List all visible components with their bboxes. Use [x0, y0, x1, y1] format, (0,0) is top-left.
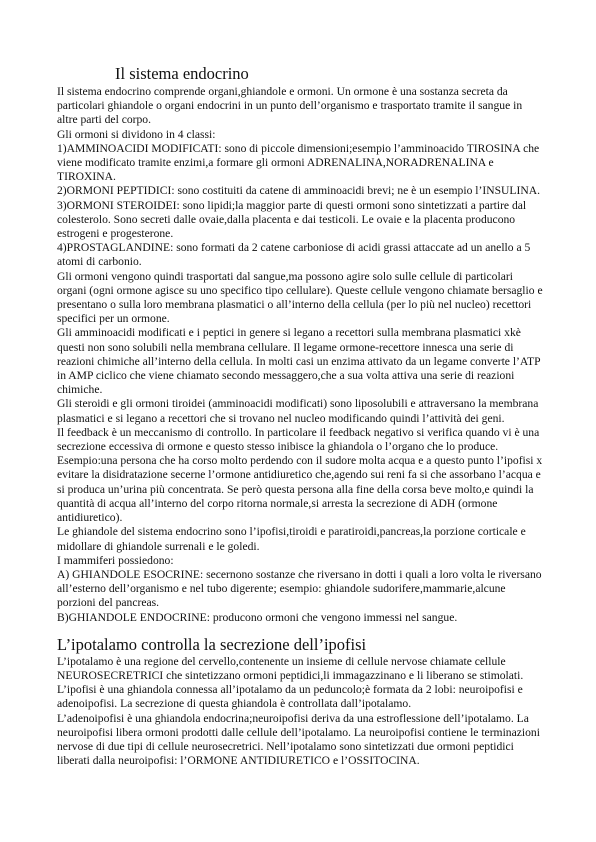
paragraph: Gli steroidi e gli ormoni tiroidei (amminoacidi modificati) sono liposolubili e attraversano la membrana plasmatici e si legano a recettori che si trovano nel nucleo modificando quindi l’attività dei geni. — [57, 397, 539, 425]
paragraph: Gli amminoacidi modificati e i peptici in genere si legano a recettori sulla membrana plasmatici xkè questi non sono solubili nella membrana cellulare. Il legame ormone-recettore innesca una serie di reazioni chimiche all’interno della cellula. In molti casi un enzima attivato da un legame converte l’ATP in AMP ciclico che viene chiamato secondo messaggero,che a sua volta attiva una serie di reazioni chimiche. — [57, 326, 541, 397]
paragraph: Il sistema endocrino comprende organi,ghiandole e ormoni. Un ormone è una sostanza secreta da particolari ghiandole o organi endocrini in un punto dell’organismo e trasportato tramite il sangue in altre parti del corpo. — [57, 85, 523, 127]
paragraph: Gli ormoni vengono quindi trasportati dal sangue,ma possono agire solo sulle cellule di particolari organi (ogni ormone agisce su uno specifico tipo cellulare). Queste cellule vengono chiamate bersaglio e presentano o sulla loro membrana plasmatici o all’interno della cellula (per lo più nel nucleo) recettori specifici per un ormone. — [57, 269, 543, 326]
paragraph: Le ghiandole del sistema endocrino sono l’ipofisi,tiroidi e paratiroidi,pancreas,la porzione corticale e midollare di ghiandole surrenali e le goledi. — [57, 525, 526, 553]
section-title-ipotalamo: L’ipotalamo controlla la secrezione dell’ipofisi — [57, 634, 367, 654]
paragraph: 4)PROSTAGLANDINE: sono formati da 2 catene carboniose di acidi grassi attaccate ad un anello a 5 atomi di carbonio. — [57, 241, 531, 269]
paragraph: 2)ORMONI PEPTIDICI: sono costituiti da catene di amminoacidi brevi; ne è un esempio l’INSULINA. — [57, 184, 540, 198]
paragraph: A) GHIANDOLE ESOCRINE: secernono sostanze che riversano in dotti i quali a loro volta le riversano all’esterno dell’organismo e nel tubo digerente; esempio: ghiandole sudorifere,mammarie,alcune porzioni del pancreas. — [57, 567, 542, 610]
paragraph: Gli ormoni si dividono in 4 classi: — [57, 127, 216, 141]
paragraph: B)GHIANDOLE ENDOCRINE: producono ormoni che vengono immessi nel sangue. — [57, 610, 458, 624]
section-title-sistema-endocrino: Il sistema endocrino — [115, 64, 249, 83]
paragraph: L’adenoipofisi è una ghiandola endocrina;neuroipofisi deriva da una estroflessione dell’ipotalamo. La neuroipofisi libera ormoni prodotti dalle cellule dell’ipotalamo. La neuroipofisi contiene le terminazioni nervose di due tipi di cellule neurosecretrici. Nell’ipotalamo sono sintetizzati due ormoni peptidici liberati dalla neuroipofisi: l’ORMONE ANTIDIURETICO e l’OSSITOCINA. — [57, 711, 540, 768]
document-page — [57, 64, 543, 768]
paragraph: 1)AMMINOACIDI MODIFICATI: sono di piccole dimensioni;esempio l’amminoacido TIROSINA che viene modificato tramite enzimi,a formare gli ormoni ADRENALINA,NORADRENALINA e TIROXINA. — [57, 141, 540, 184]
paragraph: 3)ORMONI STEROIDEI: sono lipidi;la maggior parte di questi ormoni sono sintetizzati a partire dal colesterolo. Sono secreti dalle ovaie,dalla placenta e dai testicoli. Le ovaie e la placenta producono estrogeni e progesterone. — [57, 198, 527, 241]
paragraph: Il feedback è un meccanismo di controllo. In particolare il feedback negativo si verifica quando vi è una secrezione eccessiva di ormone e questo stesso inibisce la ghiandola o l’organo che lo produce. Esempio:una persona che ha corso molto perdendo con il sudore molta acqua e a questo punto l’ipofisi x evitare la disidratazione secerne l’ormone antidiuretico che,agendo sui reni fa si che assorbano l’acqua e si produca un’urina più concentrata. Se però questa persona alla fine della corsa beve molto,e quindi la quantità di acqua all’interno del corpo ritorna normale,si arresta la secrezione di ADH (ormone antidiuretico). — [57, 425, 543, 525]
section-body-ipotalamo — [57, 655, 543, 769]
paragraph: I mammiferi possiedono: — [57, 553, 174, 567]
section-body-sistema-endocrino — [57, 85, 543, 625]
paragraph: L’ipotalamo è una regione del cervello,contenente un insieme di cellule nervose chiamate cellule NEUROSECRETRICI che sintetizzano ormoni peptidici,li immagazzinano e li liberano se stimolati. L’ipofisi è una ghiandola connessa all’ipotalamo da un peduncolo;è formata da 2 lobi: neuroipofisi e adenoipofisi. La secrezione di questa ghiandola è controllata dall’ipotalamo. — [57, 654, 524, 711]
